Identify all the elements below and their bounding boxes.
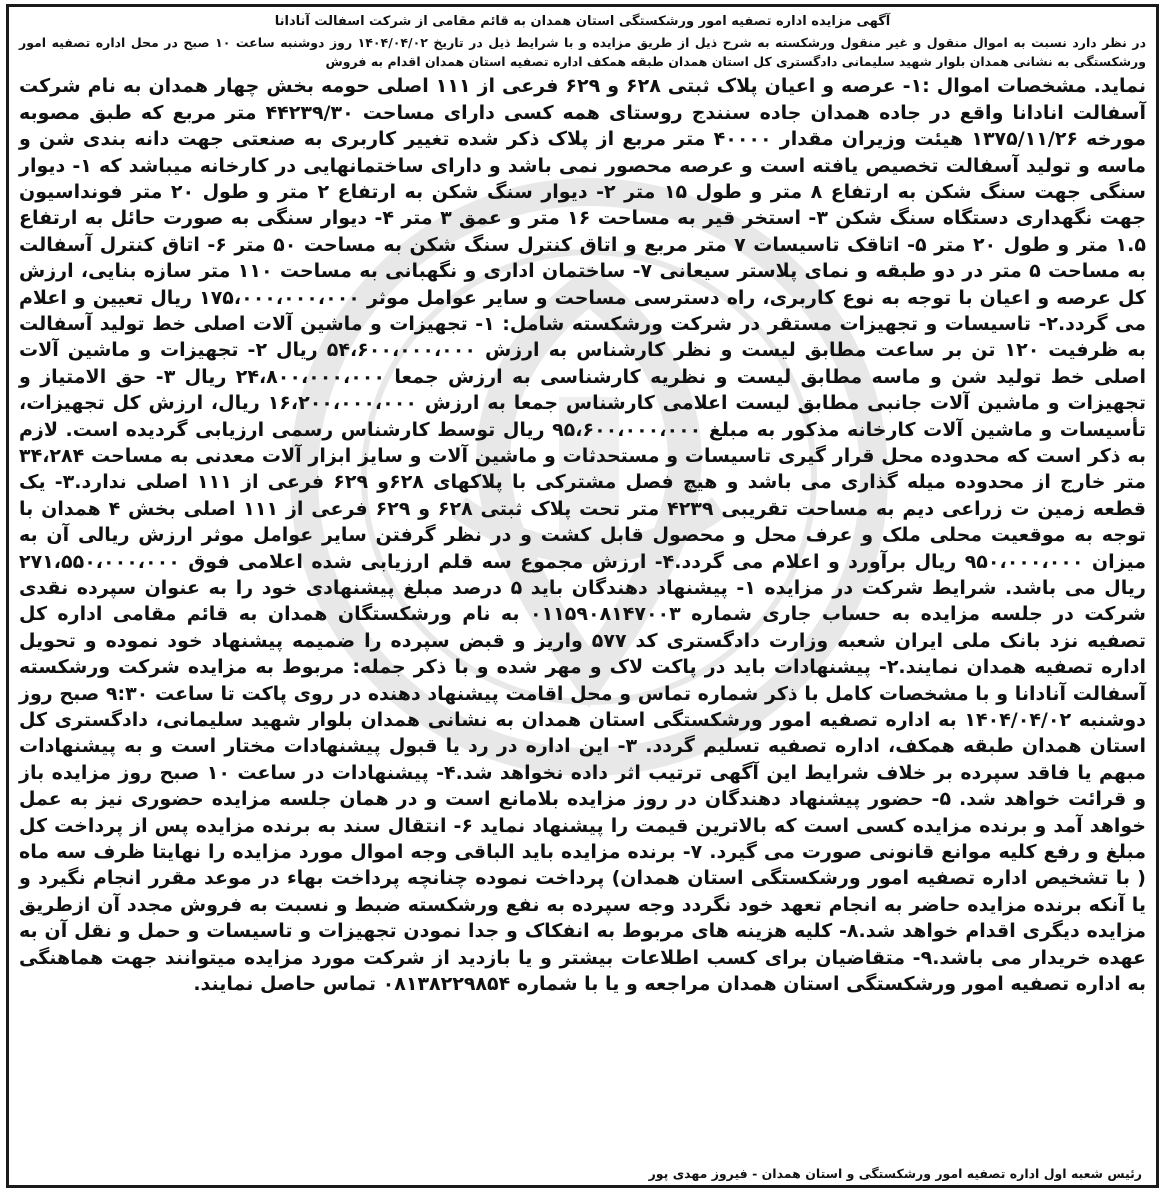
- notice-frame: [6, 4, 1159, 1188]
- notice-body: نماید. مشخصات اموال :۱- عرصه و اعیان پلاک ثبتی ۶۲۸ و ۶۲۹ فرعی از ۱۱۱ اصلی حومه بخش چهار همدان به نام شرکت آسفالت انادانا واقع در جاده همدان جاده سنندج روستای همه کسی دارای مساحت ۴۴۲۳۹/۳۰ متر مربع که طبق مصوبه مورخه ۱۳۷۵/۱۱/۲۶ هیئت وزیران مقدار ۴۰۰۰۰ متر مربع از پلاک ذکر شده تغییر کاربری به صنعتی جهت دانه بندی شن و ماسه و تولید آسفالت تخصیص یافته است و عرصه محصور نمی باشد و دارای ساختمانهایی در کارخانه میباشد که ۱- دیوار سنگی جهت سنگ شکن به ارتفاع ۸ متر و طول ۱۵ متر ۲- دیوار سنگ شکن به ارتفاع ۲ متر و طول ۲۰ متر فونداسیون جهت نگهداری دستگاه سنگ شکن ۳- استخر قیر به مساحت ۱۶ متر و عمق ۳ متر ۴- دیوار سنگی به صورت حائل به ارتفاع ۱.۵ متر و طول ۲۰ متر ۵- اتاقک تاسیسات ۷ متر مربع و اتاق کنترل سنگ شکن به مساحت ۵۰ متر ۶- اتاق کنترل آسفالت به مساحت ۵ متر در دو طبقه و نمای پلاستر سیعانی ۷- ساختمان اداری و نگهبانی به مساحت ۱۱۰ متر سازه بنایی، ارزش کل عرصه و اعیان با توجه به نوع کاربری، راه دسترسی مساحت و سایر عوامل موثر ۱۷۵،۰۰۰،۰۰۰،۰۰۰ ریال تعیین و اعلام می گردد.۲- تاسیسات و تجهیزات مستقر در شرکت ورشکسته شامل: ۱- تجهیزات و ماشین آلات اصلی خط تولید آسفالت به ظرفیت ۱۲۰ تن بر ساعت مطابق لیست و نظر کارشناس به ارزش ۵۴،۶۰۰،۰۰۰،۰۰۰ ریال ۲- تجهیزات و ماشین آلات اصلی خط تولید شن و ماسه مطابق لیست و نظریه کارشناسی به ارزش جمعا ۲۴،۸۰۰،۰۰۰،۰۰۰ ریال ۳- حق الامتیاز و تجهیزات و ماشین آلات جانبی مطابق لیست اعلامی کارشناس جمعا به ارزش ۱۶،۲۰۰،۰۰۰،۰۰۰ ریال، ارزش کل تجهیزات، تأسیسات و ماشین آلات کارخانه مذکور به مبلغ ۹۵،۶۰۰،۰۰۰،۰۰۰ ریال توسط کارشناس رسمی ارزیابی گردیده است. لازم به ذکر است که محدوده محل قرار گیری تاسیسات و مستحدثات و ماشین آلات و سایز ابزار آلات معدنی به مساحت ۳۴،۲۸۴ متر خارج از محدوده میله گذاری می باشد و هیچ فصل مشترکی با پلاکهای ۶۲۸و ۶۲۹ فرعی از ۱۱۱ اصلی ندارد.۳- یک قطعه زمین ت زراعی دیم به مساحت تقریبی ۴۲۳۹ متر تحت پلاک ثبتی ۶۲۸ و ۶۲۹ فرعی از ۱۱۱ اصلی بخش ۴ همدان با توجه به موقعیت محلی ملک و عرف محل و محصول قابل کشت و در نظر گرفتن سایر عوامل موثر ارزش ریالی آن به میزان ۹۵۰،۰۰۰،۰۰۰ ریال برآورد و اعلام می گردد.۴- ارزش مجموع سه قلم ارزیابی شده اعلامی فوق ۲۷۱،۵۵۰،۰۰۰،۰۰۰ ریال می باشد. شرایط شرکت در مزایده ۱- پیشنهاد دهندگان باید ۵ درصد مبلغ پیشنهادی خود را به عنوان سپرده نقدی شرکت در جلسه مزایده به حساب جاری شماره ۰۱۱۵۹۰۸۱۴۷۰۰۳ به نام ورشکستگان همدان به قائم مقامی اداره کل تصفیه نزد بانک ملی ایران شعبه وزارت دادگستری کد ۵۷۷ واریز و قبض سپرده را ضمیمه پیشنهاد خود نموده و تحویل اداره تصفیه همدان نمایند.۲- پیشنهادات باید در پاکت لاک و مهر شده و با ذکر جمله: مربوط به مزایده شرکت ورشکسته آسفالت آنادانا و با مشخصات کامل با ذکر شماره تماس و محل اقامت پیشنهاد دهنده در روی پاکت تا ساعت ۹:۳۰ صبح روز دوشنبه ۱۴۰۴/۰۴/۰۲ به اداره تصفیه امور ورشکستگی استان همدان به نشانی همدان بلوار شهید سلیمانی، دادگستری کل استان همدان طبقه همکف، اداره تصفیه تسلیم گردد. ۳- این اداره در رد یا قبول پیشنهادات مختار است و به پیشنهادات مبهم یا فاقد سپرده بر خلاف شرایط این آگهی ترتیب اثر داده نخواهد شد.۴- پیشنهادات در ساعت ۱۰ صبح روز مزایده باز و قرائت خواهد شد. ۵- حضور پیشنهاد دهندگان در روز مزایده بلامانع است و در همان جلسه مزایده حضوری نیز به عمل خواهد آمد و برنده مزایده کسی است که بالاترین قیمت را پیشنهاد نماید ۶- انتقال سند به برنده مزایده پس از پرداخت کل مبلغ و رفع کلیه موانع قانونی صورت می گیرد. ۷- برنده مزایده باید الباقی وجه اموال مورد مزایده را نهایتا ظرف سه ماه ( با تشخیص اداره تصفیه امور ورشکستگی استان همدان) پرداخت نموده چنانچه پرداخت بهاء در موعد مقرر انجام نگیرد و یا آنکه برنده مزایده حاضر به انجام تعهد خود نگردد وجه سپرده به نفع ورشکسته ضبط و نسبت به فروش مجدد آن ازطریق مزایده دیگری اقدام خواهد شد.۸- کلیه هزینه های مربوط به انفکاک و جدا نمودن تجهیزات و تاسیسات و حمل و نقل آن به عهده خریدار می باشد.۹- متقاضیان برای کسب اطلاعات بیشتر و یا بازدید از شرکت مورد مزایده میتوانند جهت هماهنگی به اداره تصفیه امور ورشکستگی استان همدان مراجعه و یا با شماره ۰۸۱۳۸۲۲۹۸۵۴ تماس حاصل نمایند.: [19, 75, 1147, 996]
- notice-intro: در نظر دارد نسبت به اموال منقول و غیر منقول ورشکسته به شرح ذیل از طریق مزایده و با شرایط ذیل در تاریخ ۱۴۰۴/۰۴/۰۲ روز دوشنبه ساعت ۱۰ صبح در محل اداره تصفیه امور ورشکستگی به نشانی همدان بلوار شهید سلیمانی دادگستری کل استان همدان طبقه همکف اداره تصفیه استان همدان اقدام به فروش: [19, 34, 1146, 69]
- notice-title: آگهی مزایده اداره تصفیه امور ورشکستگی استان همدان به قائم مقامی از شرکت اسفالت آنادانا: [274, 14, 891, 29]
- signature-line: رئیس شعبه اول اداره تصفیه امور ورشکستگی و استان همدان - فیروز مهدی پور: [648, 1166, 1142, 1181]
